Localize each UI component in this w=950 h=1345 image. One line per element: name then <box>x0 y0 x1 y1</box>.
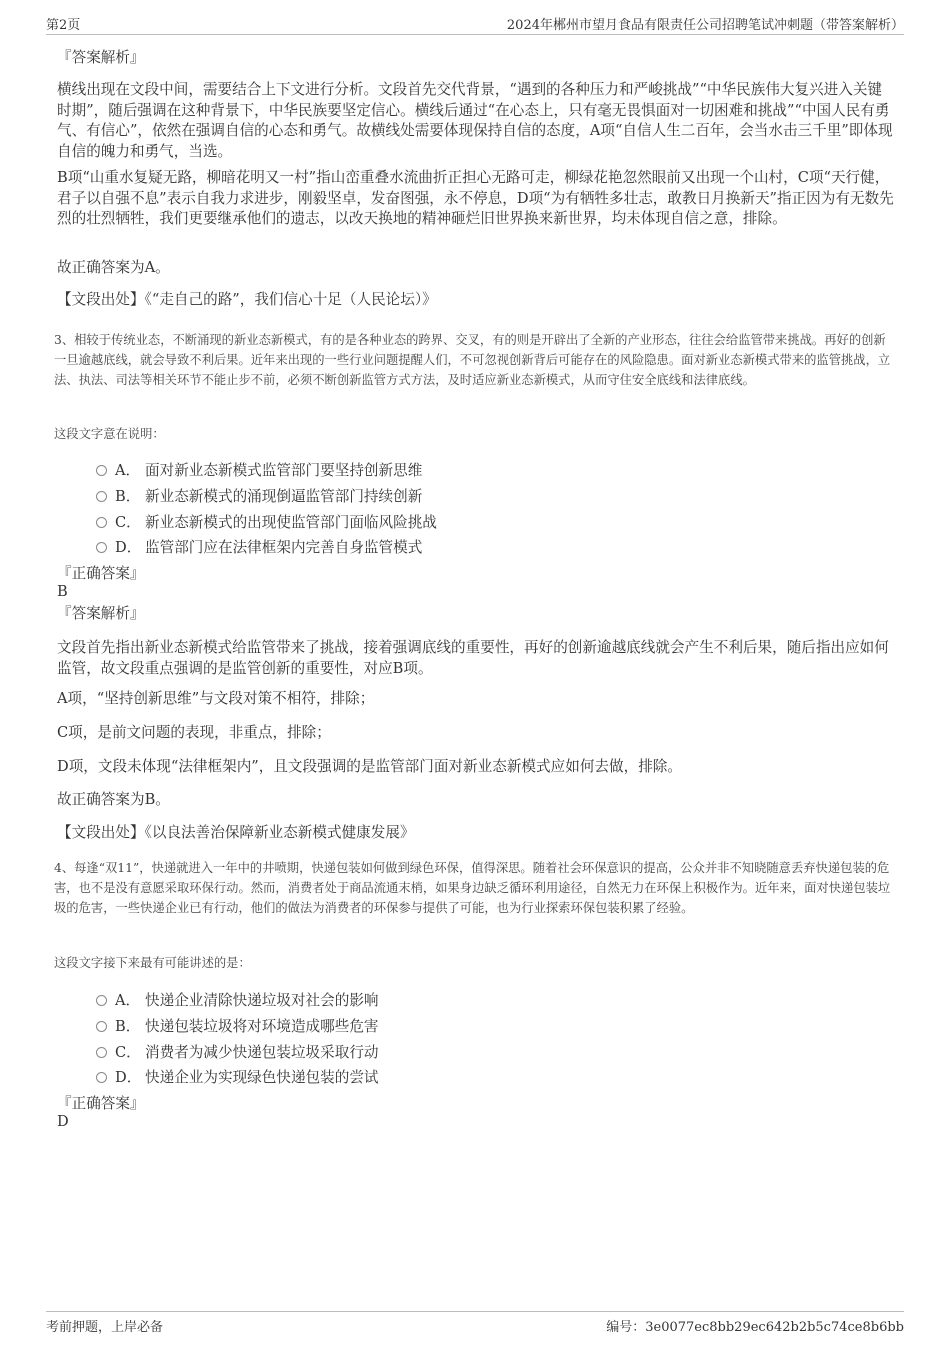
q4-answer-label: 『正确答案』 <box>57 1095 145 1112</box>
q4-stem: 4、每逢“双11”，快递就进入一年中的井喷期，快递包装如何做到绿色环保，值得深思。随着社会环保意识的提高，公众并非不知晓随意丢弃快递包装的危害，也不是没有意愿采取环保行动。然而，消费者处于商品流通末梢，如果身边缺乏循环利用途径，自然无力在环保上积极作为。近年来，面对快递包装垃圾的危害，一些快递企业已有行动，他们的做法为消费者的环保参与提供了可能，也为行业探索环保包装积累了经验。 <box>54 861 891 915</box>
radio-icon[interactable] <box>96 1021 107 1032</box>
q3-option-b[interactable]: B． 新业态新模式的涌现倒逼监管部门持续创新 <box>96 485 422 505</box>
q3-note-c: C项，是前文问题的表现，非重点，排除； <box>57 724 331 741</box>
q4-option-a[interactable]: A． 快递企业清除快递垃圾对社会的影响 <box>96 989 379 1009</box>
q4-option-d[interactable]: D． 快递企业为实现绿色快递包装的尝试 <box>96 1066 379 1086</box>
q4-question: 这段文字接下来最有可能讲述的是： <box>54 956 251 970</box>
q2-analysis-label: 『答案解析』 <box>57 49 145 66</box>
q2-analysis-paragraph-1: 横线出现在文段中间，需要结合上下文进行分析。文段首先交代背景，“遇到的各种压力和严峻挑战”“中华民族伟大复兴进入关键时期”，随后强调在这种背景下，中华民族要坚定信心。横线后通过“在心态上，只有毫无畏惧面对一切困难和挑战”“中国人民有勇气、有信心”，依然在强调自信的心态和勇气。故横线处需要体现保持自信的态度，A项“自信人生二百年，会当水击三千里”即体现自信的魄力和勇气，当选。 <box>57 81 893 160</box>
document-id: 编号：3e0077ec8bb29ec642b2b5c74ce8b6bb <box>606 1320 904 1335</box>
document-title: 2024年郴州市望月食品有限责任公司招聘笔试冲刺题（带答案解析） <box>506 18 904 33</box>
radio-icon[interactable] <box>96 542 107 553</box>
radio-icon[interactable] <box>96 517 107 528</box>
q3-option-c[interactable]: C． 新业态新模式的出现使监管部门面临风险挑战 <box>96 511 437 531</box>
q3-question: 这段文字意在说明： <box>54 427 165 441</box>
radio-icon[interactable] <box>96 491 107 502</box>
q3-note-a: A项，“坚持创新思维”与文段对策不相符，排除； <box>57 690 375 707</box>
q2-source: 【文段出处】《“走自己的路”，我们信心十足（人民论坛）》 <box>57 291 437 308</box>
q2-analysis-paragraph-2: B项“山重水复疑无路，柳暗花明又一村”指山峦重叠水流曲折正担心无路可走，柳绿花艳忽然眼前又出现一个山村，C项“天行健，君子以自强不息”表示自我力求进步，刚毅坚卓，发奋图强，永不停息，D项“为有牺牲多壮志，敢教日月换新天”指正因为有无数先烈的壮烈牺牲，我们更要继承他们的遗志，以改天换地的精神砸烂旧世界换来新世界，均未体现自信之意，排除。 <box>57 169 894 227</box>
q4-option-b[interactable]: B． 快递包装垃圾将对环境造成哪些危害 <box>96 1015 379 1035</box>
q3-option-a[interactable]: A． 面对新业态新模式监管部门要坚持创新思维 <box>96 459 422 479</box>
q4-option-c[interactable]: C． 消费者为减少快递包装垃圾采取行动 <box>96 1041 379 1061</box>
radio-icon[interactable] <box>96 465 107 476</box>
footer-slogan: 考前押题，上岸必备 <box>46 1320 164 1335</box>
page-number: 第2页 <box>46 18 81 33</box>
q3-answer: B <box>57 583 68 600</box>
q3-option-d[interactable]: D． 监管部门应在法律框架内完善自身监管模式 <box>96 536 422 556</box>
q3-source: 【文段出处】《以良法善治保障新业态新模式健康发展》 <box>57 824 415 841</box>
q3-note-d: D项，文段未体现“法律框架内”，且文段强调的是监管部门面对新业态新模式应如何去做，排除。 <box>57 758 682 775</box>
radio-icon[interactable] <box>96 1072 107 1083</box>
q3-answer-label: 『正确答案』 <box>57 565 145 582</box>
q2-conclusion: 故正确答案为A。 <box>57 259 170 276</box>
radio-icon[interactable] <box>96 995 107 1006</box>
q3-stem: 3、相较于传统业态，不断涌现的新业态新模式，有的是各种业态的跨界、交叉，有的则是开辟出了全新的产业形态，往往会给监管带来挑战。再好的创新一旦逾越底线，就会导致不利后果。近年来出现的一些行业问题提醒人们，不可忽视创新背后可能存在的风险隐患。面对新业态新模式带来的监管挑战，立法、执法、司法等相关环节不能止步不前，必须不断创新监管方式方法，及时适应新业态新模式，从而守住安全底线和法律底线。 <box>54 333 891 387</box>
q3-conclusion: 故正确答案为B。 <box>57 791 170 808</box>
q3-analysis-label: 『答案解析』 <box>57 605 145 622</box>
q4-answer: D <box>57 1113 69 1130</box>
q3-analysis-paragraph: 文段首先指出新业态新模式给监管带来了挑战，接着强调底线的重要性，再好的创新逾越底线就会产生不利后果，随后指出应如何监管，故文段重点强调的是监管创新的重要性，对应B项。 <box>57 639 889 677</box>
page-header <box>46 14 904 35</box>
page-footer <box>46 1311 904 1334</box>
radio-icon[interactable] <box>96 1047 107 1058</box>
